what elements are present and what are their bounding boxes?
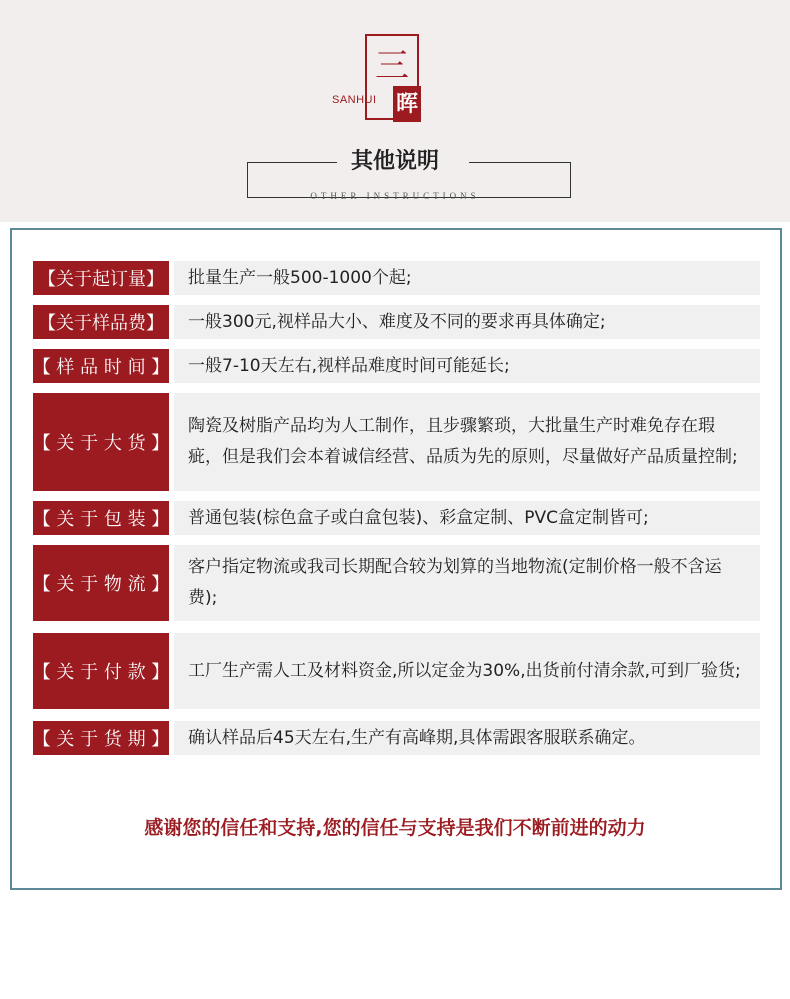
- row-value: 一般300元,视样品大小、难度及不同的要求再具体确定;: [174, 305, 760, 339]
- info-row-logistics: [33, 545, 760, 621]
- info-row-bulk: [33, 393, 760, 491]
- row-value: 普通包装(棕色盒子或白盒包装)、彩盒定制、PVC盒定制皆可;: [174, 501, 760, 535]
- info-row-delivery: [33, 721, 760, 755]
- row-label: 【 关 于 包 装 】: [33, 501, 169, 535]
- info-row-packaging: [33, 501, 760, 535]
- info-row-payment: [33, 633, 760, 709]
- row-label: 【 关 于 货 期 】: [33, 721, 169, 755]
- row-value: 陶瓷及树脂产品均为人工制作，且步骤繁琐，大批量生产时难免存在瑕疵，但是我们会本着诚信经营、品质为先的原则，尽量做好产品质量控制;: [174, 393, 760, 491]
- section-title-text: 其他说明: [337, 149, 453, 174]
- row-label: 【关于起订量】: [33, 261, 169, 295]
- row-value: 一般7-10天左右,视样品难度时间可能延长;: [174, 349, 760, 383]
- info-row-sample-fee: [33, 305, 760, 339]
- row-value: 客户指定物流或我司长期配合较为划算的当地物流(定制价格一般不含运费);: [174, 545, 760, 621]
- header-band: [0, 0, 790, 222]
- row-value: 批量生产一般500-1000个起;: [174, 261, 760, 295]
- row-label: 【 关 于 物 流 】: [33, 545, 169, 621]
- info-row-sample-time: [33, 349, 760, 383]
- info-row-moq: [33, 261, 760, 295]
- section-subtitle: OTHER INSTRUCTIONS: [310, 191, 480, 201]
- section-title: [0, 144, 790, 175]
- row-value: 工厂生产需人工及材料资金,所以定金为30%,出货前付清余款,可到厂验货;: [174, 633, 760, 709]
- row-label: 【 关 于 付 款 】: [33, 633, 169, 709]
- logo-text: SANHUI: [332, 94, 377, 106]
- row-label: 【 样 品 时 间 】: [33, 349, 169, 383]
- row-label: 【关于样品费】: [33, 305, 169, 339]
- logo-glyph: 三: [375, 46, 409, 86]
- row-label: 【 关 于 大 货 】: [33, 393, 169, 491]
- row-value: 确认样品后45天左右,生产有高峰期,具体需跟客服联系确定。: [174, 721, 760, 755]
- logo-seal: 晖: [393, 86, 421, 122]
- closing-message: 感谢您的信任和支持,您的信任与支持是我们不断前进的动力: [144, 817, 646, 839]
